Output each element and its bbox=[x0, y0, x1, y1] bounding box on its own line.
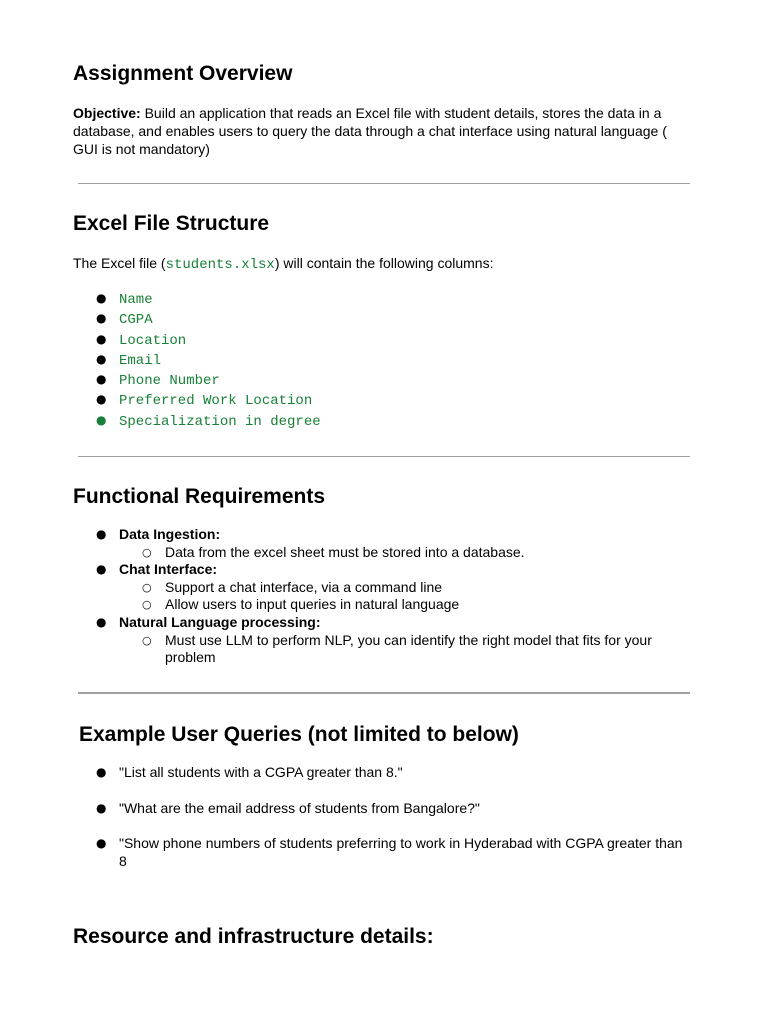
objective-text: Build an application that reads an Excel file with student details, stores the data in a database, and enables users to query the data through a chat interface using natural language ( GUI is not mandatory) bbox=[73, 105, 667, 157]
objective-label: Objective: bbox=[73, 105, 141, 121]
requirement-label: Chat Interface: bbox=[119, 561, 218, 578]
query-item bbox=[96, 764, 696, 782]
query-item bbox=[96, 835, 694, 870]
list-item bbox=[96, 288, 321, 308]
query-item bbox=[96, 800, 696, 818]
excel-intro-after: ) will contain the following columns: bbox=[274, 255, 494, 271]
column-name: Name bbox=[119, 292, 153, 308]
section-divider bbox=[78, 692, 690, 694]
resources-heading: Resource and infrastructure details: bbox=[73, 925, 434, 948]
objective-paragraph bbox=[73, 104, 693, 158]
bullet-icon: ● bbox=[96, 800, 107, 815]
hollow-bullet-icon: ○ bbox=[142, 545, 152, 559]
requirement-subitem bbox=[96, 579, 696, 597]
query-text: "Show phone numbers of students preferring to work in Hyderabad with CGPA greater than 8 bbox=[119, 835, 683, 869]
column-name: Location bbox=[119, 332, 187, 349]
bullet-icon: ● bbox=[96, 291, 107, 305]
hollow-bullet-icon: ○ bbox=[142, 580, 152, 594]
column-name: Email bbox=[119, 352, 162, 369]
requirement-item bbox=[96, 614, 696, 632]
bullet-icon: ● bbox=[96, 331, 107, 346]
requirement-subtext: Allow users to input queries in natural language bbox=[165, 596, 460, 613]
column-name: CGPA bbox=[119, 312, 153, 329]
bullet-icon: ● bbox=[96, 372, 107, 387]
bullet-icon: ● bbox=[96, 527, 107, 541]
bullet-icon: ● bbox=[96, 392, 107, 407]
bullet-icon: ● bbox=[96, 351, 107, 366]
column-list bbox=[96, 288, 321, 430]
requirement-item bbox=[96, 561, 696, 579]
example-queries-heading: Example User Queries (not limited to below) bbox=[79, 723, 519, 746]
list-item bbox=[96, 369, 321, 389]
requirement-subitem bbox=[96, 544, 696, 562]
functional-requirements-heading: Functional Requirements bbox=[73, 485, 326, 508]
query-text: "List all students with a CGPA greater than 8." bbox=[119, 764, 403, 780]
column-name: Preferred Work Location bbox=[119, 393, 313, 410]
requirements-list bbox=[96, 526, 696, 667]
list-item bbox=[96, 410, 321, 430]
section-divider bbox=[78, 183, 690, 184]
excel-structure-heading: Excel File Structure bbox=[73, 212, 270, 235]
bullet-icon: ● bbox=[96, 412, 107, 427]
hollow-bullet-icon: ○ bbox=[142, 598, 152, 612]
excel-filename: students.xlsx bbox=[165, 257, 275, 273]
bullet-icon: ● bbox=[96, 311, 107, 326]
requirement-item bbox=[96, 526, 696, 544]
list-item bbox=[96, 308, 321, 328]
excel-intro bbox=[73, 254, 693, 274]
requirement-subitem bbox=[96, 632, 685, 667]
list-item bbox=[96, 349, 321, 369]
list-item bbox=[96, 389, 321, 409]
requirement-subitem bbox=[96, 596, 696, 614]
bullet-icon: ● bbox=[96, 836, 107, 851]
requirement-subtext: Data from the excel sheet must be stored into a database. bbox=[165, 543, 525, 560]
hollow-bullet-icon: ○ bbox=[142, 633, 152, 647]
section-divider bbox=[78, 456, 690, 457]
bullet-icon: ● bbox=[96, 614, 107, 629]
column-name: Specialization in degree bbox=[119, 413, 321, 430]
requirement-label: Natural Language processing: bbox=[119, 613, 321, 630]
assignment-overview-heading: Assignment Overview bbox=[73, 62, 293, 85]
requirement-subtext: Must use LLM to perform NLP, you can identify the right model that fits for your problem bbox=[165, 631, 652, 666]
bullet-icon: ● bbox=[96, 562, 107, 577]
column-name: Phone Number bbox=[119, 373, 220, 390]
excel-intro-before: The Excel file ( bbox=[73, 255, 166, 271]
requirement-subtext: Support a chat interface, via a command line bbox=[165, 578, 443, 595]
queries-list bbox=[96, 764, 696, 870]
requirement-label: Data Ingestion: bbox=[119, 526, 221, 542]
query-text: "What are the email address of students from Bangalore?" bbox=[119, 799, 480, 816]
bullet-icon: ● bbox=[96, 765, 107, 779]
list-item bbox=[96, 329, 321, 349]
